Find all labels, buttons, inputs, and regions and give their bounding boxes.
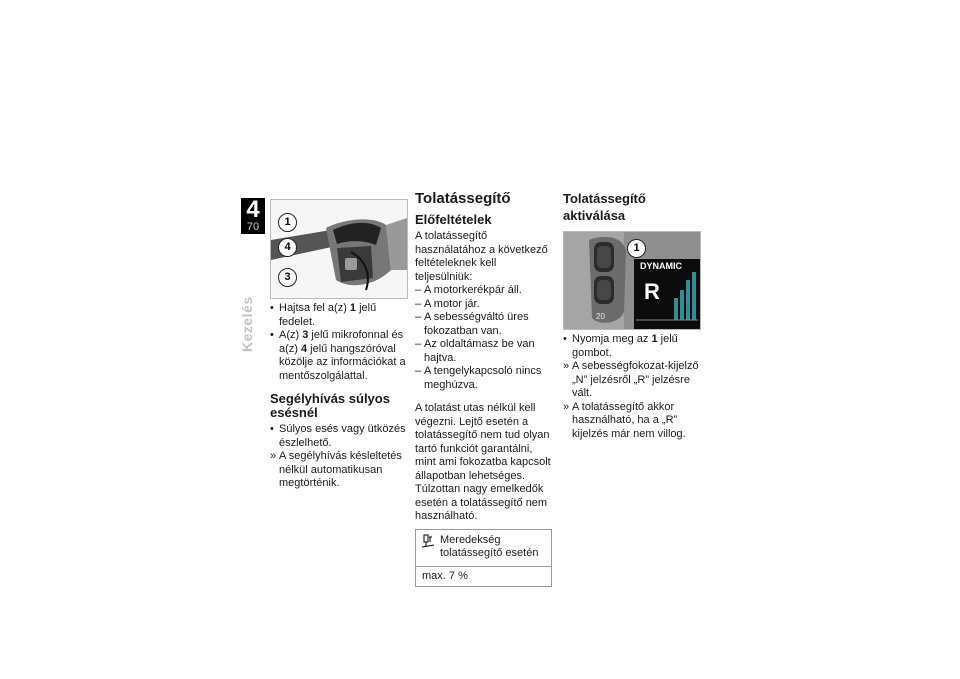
condition-item bbox=[415, 298, 552, 312]
list-marker: • bbox=[563, 333, 567, 345]
callout-1: 1 bbox=[627, 239, 646, 258]
list-text-part: A(z) bbox=[279, 329, 303, 341]
list-item bbox=[270, 302, 408, 329]
condition-item bbox=[415, 311, 552, 338]
list-item bbox=[563, 333, 700, 360]
condition-text: A sebességváltó üres fokozatban van. bbox=[424, 311, 529, 337]
dash-marker: – bbox=[415, 284, 422, 296]
list-marker: • bbox=[270, 423, 274, 435]
list-text-part: 1 bbox=[651, 333, 658, 345]
list-text: A segélyhívás késleltetés nélkül automatikusan megtörténik. bbox=[279, 450, 402, 489]
dash-marker: – bbox=[415, 338, 422, 350]
crash-call-list bbox=[270, 423, 408, 491]
conditions-list bbox=[415, 284, 552, 392]
dash-marker: – bbox=[415, 365, 422, 377]
condition-text: A tengelykapcsoló nincs meghúzva. bbox=[424, 365, 542, 391]
chapter-side-label: Kezelés bbox=[239, 296, 255, 352]
intro-text: A tolatássegítő használatához a következő feltételeknek kell teljesülniük: bbox=[415, 230, 548, 283]
display-speed-text: 20 bbox=[596, 312, 605, 321]
list-text-part: A tolatássegítő akkor használható, ha a „R” kijelzés már nem villog. bbox=[572, 400, 686, 440]
instruction-list bbox=[270, 302, 408, 383]
chapter-number: 4 bbox=[246, 196, 260, 223]
list-item bbox=[270, 329, 408, 383]
list-text: Súlyos esés vagy ütközés észlelhető. bbox=[279, 423, 406, 449]
section-heading-crash-call: Segélyhívás súlyos esésnél bbox=[270, 391, 390, 420]
handlebar-figure bbox=[270, 199, 408, 299]
condition-item bbox=[415, 284, 552, 298]
list-marker: » bbox=[270, 450, 277, 462]
dash-marker: – bbox=[415, 311, 422, 323]
list-text-part: Hajtsa fel a(z) bbox=[279, 302, 350, 314]
chapter-tab bbox=[241, 198, 265, 234]
callout-1: 1 bbox=[278, 213, 297, 232]
list-item bbox=[270, 423, 408, 450]
data-box-label: Meredekség tolatássegítő esetén bbox=[440, 533, 539, 559]
list-text-part: jelű gombot. bbox=[572, 333, 678, 359]
display-mode-text: DYNAMIC bbox=[640, 261, 682, 271]
list-marker: • bbox=[270, 302, 274, 314]
data-box bbox=[415, 529, 552, 588]
paragraph-2: Túlzottan nagy emelkedők esetén a tolatássegítő nem használható. bbox=[415, 483, 548, 522]
list-item bbox=[563, 360, 700, 401]
list-marker: » bbox=[563, 400, 570, 413]
section-title-activation: Tolatássegítő aktiválása bbox=[563, 191, 646, 223]
column-2 bbox=[415, 190, 552, 587]
list-text-part: Nyomja meg az bbox=[572, 333, 652, 345]
paragraph-1: A tolatást utas nélkül kell végezni. Lejtő esetén a tolatássegítő nem tud olyan tartó funkciót garantálni, mint ami fokozatba kapcsolt állapotban lehetséges. bbox=[415, 402, 551, 482]
callout-3: 3 bbox=[278, 268, 297, 287]
condition-text: A motor jár. bbox=[424, 297, 480, 310]
condition-item bbox=[415, 365, 552, 392]
condition-item bbox=[415, 338, 552, 365]
data-box-value: max. 7 % bbox=[422, 569, 468, 582]
display-gear-text: R bbox=[644, 279, 660, 304]
list-text-part: A sebességfokozat-kijelző „N” jelzésről „R” jelzésre vált. bbox=[572, 360, 699, 399]
column-1 bbox=[270, 199, 408, 491]
list-text-part: jelű hangszóróval közölje az információkat a mentőszolgálattal. bbox=[279, 342, 406, 382]
list-item bbox=[563, 401, 700, 442]
condition-text: Az oldaltámasz be van hajtva. bbox=[424, 338, 535, 364]
list-text-part: jelű mikrofonnal és a(z) bbox=[279, 329, 404, 355]
slope-icon bbox=[422, 534, 434, 562]
list-text-part: jelű fedelet. bbox=[279, 302, 377, 328]
dash-marker: – bbox=[415, 297, 422, 310]
list-text-part: 4 bbox=[301, 342, 308, 355]
callout-4: 4 bbox=[278, 238, 297, 257]
activation-list bbox=[563, 333, 700, 441]
list-marker: » bbox=[563, 360, 570, 372]
list-text-part: 3 bbox=[302, 329, 309, 341]
column-3 bbox=[563, 190, 700, 441]
list-text-part: 1 bbox=[349, 302, 357, 314]
activation-figure bbox=[563, 231, 701, 330]
page-number: 70 bbox=[246, 221, 260, 233]
condition-text: A motorkerékpár áll. bbox=[424, 284, 522, 296]
list-marker: • bbox=[270, 329, 274, 341]
subsection-title: Előfeltételek bbox=[415, 212, 492, 227]
list-item bbox=[270, 450, 408, 491]
section-title: Tolatássegítő bbox=[415, 190, 511, 207]
